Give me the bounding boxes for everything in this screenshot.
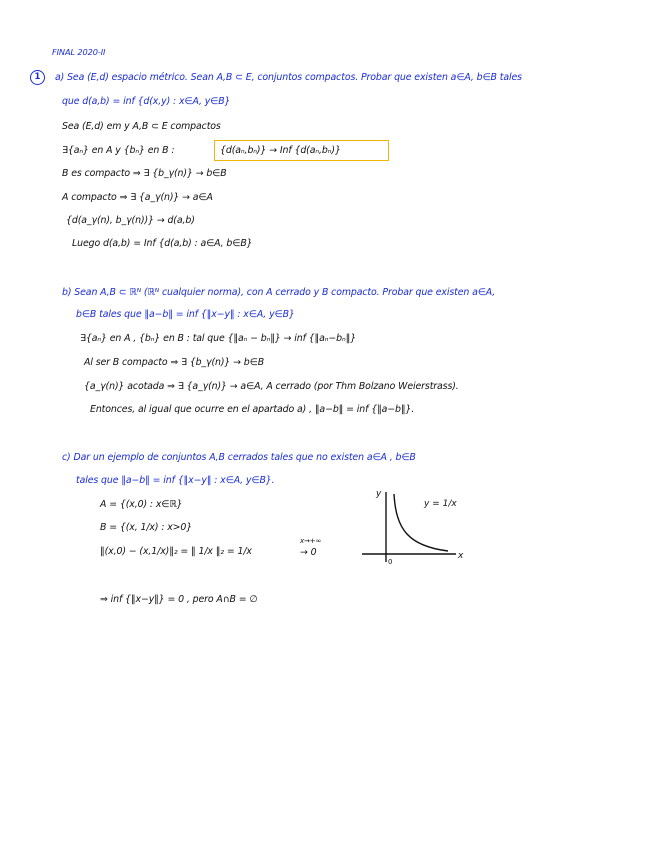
curve-label: y = 1/x (424, 499, 457, 509)
part-c-statement-1: c) Dar un ejemplo de conjuntos A,B cerrados tales que no existen a∈A , b∈B (62, 452, 416, 463)
part-c-line-3: ‖(x,0) − (x,1/x)‖₂ = ‖ 1/x ‖₂ = 1/x (100, 546, 252, 557)
part-a-statement-1: a) Sea (E,d) espacio métrico. Sean A,B ⊂ E, conjuntos compactos. Probar que existen a∈A, b∈B tales (55, 72, 522, 83)
x-axis-label: x (458, 551, 464, 561)
origin-label: 0 (388, 558, 393, 566)
problem-number: 1 (30, 70, 45, 85)
part-b-statement-1: b) Sean A,B ⊂ ℝᴺ (ℝᴺ cualquier norma), con A cerrado y B compacto. Probar que existen a∈A, (62, 287, 496, 298)
part-c-line-1: A = {(x,0) : x∈ℝ} (100, 499, 183, 510)
y-axis-label: y (376, 489, 382, 499)
part-c-statement-2: tales que ‖a−b‖ = inf {‖x−y‖ : x∈A, y∈B}. (76, 475, 275, 486)
highlighted-expression: {d(aₙ,bₙ)} → Inf {d(aₙ,bₙ)} (220, 145, 341, 156)
part-a-line-1: Sea (E,d) em y A,B ⊂ E compactos (62, 121, 221, 132)
part-c-line-4: ⇒ inf {‖x−y‖} = 0 , pero A∩B = ∅ (100, 594, 258, 605)
limit-label: x→+∞ (300, 537, 322, 545)
part-a-line-4: A compacto ⇒ ∃ {a_γ(n)} → a∈A (62, 192, 213, 203)
hyperbola-sketch (356, 484, 476, 568)
limit-result: → 0 (300, 547, 317, 558)
part-a-statement-2: que d(a,b) = inf {d(x,y) : x∈A, y∈B} (62, 96, 231, 107)
part-c-line-2: B = {(x, 1/x) : x>0} (100, 522, 193, 533)
part-a-line-6: Luego d(a,b) = Inf {d(a,b) : a∈A, b∈B} (72, 238, 253, 249)
part-b-line-4: Entonces, al igual que ocurre en el apartado a) , ‖a−b‖ = inf {‖a−b‖}. (90, 404, 415, 415)
part-b-line-1: ∃{aₙ} en A , {bₙ} en B : tal que {‖aₙ − bₙ‖} → inf {‖aₙ−bₙ‖} (80, 333, 357, 344)
part-b-statement-2: b∈B tales que ‖a−b‖ = inf {‖x−y‖ : x∈A, y∈B} (76, 309, 295, 320)
part-a-line-2: ∃{aₙ} en A y {bₙ} en B : (62, 145, 175, 156)
part-b-line-3: {a_γ(n)} acotada ⇒ ∃ {a_γ(n)} → a∈A, A cerrado (por Thm Bolzano Weierstrass). (84, 381, 459, 392)
part-b-line-2: Al ser B compacto ⇒ ∃ {b_γ(n)} → b∈B (84, 357, 265, 368)
part-a-line-5: {d(a_γ(n), b_γ(n))} → d(a,b) (66, 215, 195, 226)
page-title: FINAL 2020-II (52, 47, 106, 57)
part-a-line-3: B es compacto ⇒ ∃ {b_γ(n)} → b∈B (62, 168, 227, 179)
